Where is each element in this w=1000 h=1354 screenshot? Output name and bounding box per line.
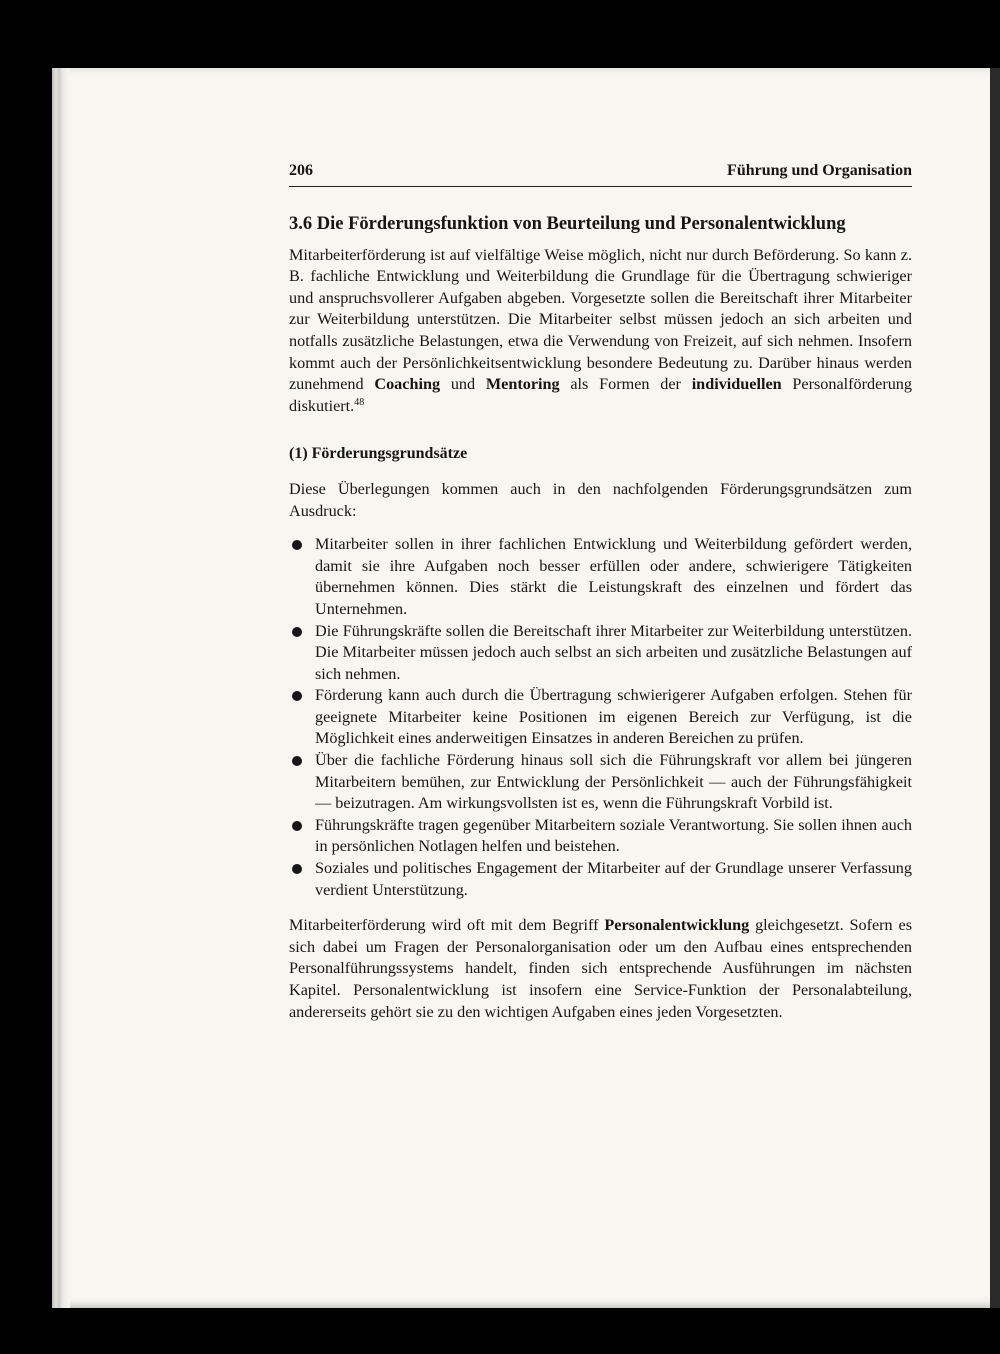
list-item-text: Mitarbeiter sollen in ihrer fachlichen Entwicklung und Weiterbildung gefördert werden, damit sie ihre Aufgaben noch besser erfüllen oder andere, schwierigere Tätigkeiten übernehmen können. Dies stärkt die Leistungskraft des einzelnen und fördert das Unternehmen.: [315, 535, 912, 618]
list-item-text: Soziales und politisches Engagement der Mitarbeiter auf der Grundlage unserer Verfassung verdient Unterstützung.: [315, 859, 912, 899]
list-item-text: Die Führungskräfte sollen die Bereitschaft ihrer Mitarbeiter zur Weiterbildung unterstützen. Die Mitarbeiter müssen jedoch auch selbst an sich arbeiten und zusätzliche Belastungen auf sich nehmen.: [315, 621, 912, 683]
list-item: [289, 621, 912, 686]
list-item-text: Führungskräfte tragen gegenüber Mitarbeitern soziale Verantwortung. Sie sollen ihnen auch in persönlichen Notlagen helfen und beistehen.: [315, 815, 912, 856]
closing-paragraph: [289, 915, 912, 1023]
bullet-icon: [292, 864, 302, 874]
bullet-icon: [292, 821, 302, 831]
intro-text-1: Mitarbeiterförderung ist auf vielfältige Weise möglich, nicht nur durch Beförderung. So kann z. B. fachliche Entwicklung und Weiterbildung die Grundlage für die Übertragung schwieriger und anspruchsvollerer Aufgaben abgeben. Vorgesetzte sollen die Bereitschaft ihrer Mitarbeiter zur Weiterbildung unterstützen. Die Mitarbeiter selbst müssen jedoch an sich arbeiten und notfalls zusätzliche Belastungen, etwa die Verwendung von Freizeit, auf sich nehmen. Insofern kommt auch der Persönlichkeitsentwicklung besondere Bedeutung zu. Darüber hinaus werden zunehmend: [289, 245, 912, 394]
closing-text-1: Mitarbeiterförderung wird oft mit dem Begriff: [289, 916, 605, 935]
page-content: [289, 160, 912, 1023]
intro-bold-coaching: Coaching: [374, 375, 441, 394]
bullet-icon: [292, 691, 302, 701]
list-item: [289, 750, 912, 815]
intro-paragraph: [289, 245, 912, 418]
section-title: 3.6 Die Förderungsfunktion von Beurteilung und Personalentwicklung: [289, 213, 846, 234]
page-number: 206: [289, 162, 313, 179]
intro-bold-individuellen: individuellen: [691, 375, 782, 394]
intro-text-3: als Formen der: [559, 375, 692, 394]
closing-bold-personalentwicklung: Personalentwicklung: [604, 916, 750, 935]
subsection-title: (1) Förderungsgrundsätze: [289, 445, 468, 463]
closing-text-2: gleichgesetzt. Sofern es sich dabei um Fragen der Personalorganisation oder um den Aufbau eines entsprechenden Personalführungssystems handelt, finden sich entsprechende Ausführungen im nächsten Kapitel. Personalentwicklung ist insofern eine Service-Funktion der Personalabteilung, andererseits gehört sie zu den wichtigen Aufgaben eines jeden Vorgesetzten.: [289, 916, 913, 1021]
intro-text-2: und: [440, 375, 486, 394]
intro-bold-mentoring: Mentoring: [485, 375, 560, 394]
list-item: [289, 685, 912, 750]
bullet-icon: [292, 627, 302, 637]
page-right-edge: [990, 68, 1000, 1308]
bullet-icon: [292, 756, 302, 766]
running-title: Führung und Organisation: [727, 162, 912, 179]
list-item-text: Über die fachliche Förderung hinaus soll sich die Führungskraft vor allem bei jüngeren Mitarbeitern bemühen, zur Entwicklung der Persönlichkeit — auch der Führungsfähigkeit — beizutragen. Am wirkungsvollsten ist es, wenn die Führungskraft Vorbild ist.: [315, 751, 912, 813]
list-item: [289, 815, 912, 858]
list-item: [289, 858, 912, 901]
list-item: [289, 534, 912, 620]
bullet-icon: [292, 540, 302, 550]
list-item-text: Förderung kann auch durch die Übertragung schwierigerer Aufgaben erfolgen. Stehen für geeignete Mitarbeiter keine Positionen im eigenen Bereich zur Verfügung, ist die Möglichkeit eines anderweitigen Einsatzes in anderen Bereichen zu prüfen.: [315, 686, 912, 748]
principles-list: [289, 534, 912, 901]
intro-text-4: Personalförderung diskutiert.: [289, 375, 912, 415]
footnote-marker: 48: [354, 396, 365, 408]
page-gutter: [52, 68, 70, 1308]
running-header: [289, 160, 912, 187]
subsection-lead: Diese Überlegungen kommen auch in den nachfolgenden Förderungsgrundsätzen zum Ausdruck:: [289, 479, 912, 520]
